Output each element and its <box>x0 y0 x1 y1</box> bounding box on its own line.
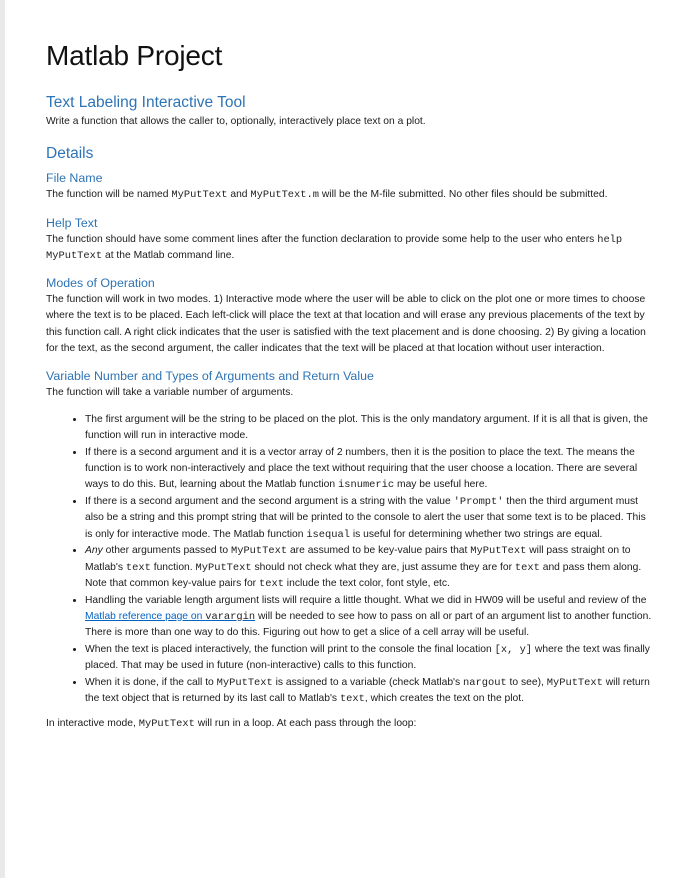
text-run: then the third argument must also be a string and this prompt string that will be printed to the console to alert the user that some text is to be placed. This is only for interactive mode. The Matlab function <box>85 495 646 540</box>
bullet-list <box>46 412 652 708</box>
text-run: will be the M-file submitted. No other files should be submitted. <box>318 189 608 201</box>
inline-code: isnumeric <box>338 479 395 492</box>
text-run: where the text was finally placed. That may be used in future (non-interactive) calls to this function. <box>85 643 650 672</box>
section-heading: Text Labeling Interactive Tool <box>46 94 246 111</box>
text-run: The function will work in two modes. 1) Interactive mode where the user will be able to click on the plot one or more times to choose where the text is to be placed. Each left-click will place the text at that location and will erase any previous placements of the text by this function call. A right click indicates that the user is satisfied with the text placement and is done choosing. 2) By giving a location for the text, as the second argument, the caller indicates that the text will be placed at that location without user interaction. <box>46 294 646 355</box>
text-run: The function will be named <box>46 189 172 201</box>
text-run: The function will take a variable number of arguments. <box>46 387 294 399</box>
paragraph <box>46 232 652 265</box>
text-run: will pass straight on to Matlab's <box>85 545 631 573</box>
text-run: and pass them along. Note that common key-value pairs for <box>85 561 642 589</box>
inline-code: MyPutText <box>171 189 228 202</box>
bullet-item <box>85 494 652 543</box>
paragraph <box>46 114 652 130</box>
inline-code: MyPutText <box>216 676 273 689</box>
inline-code: MyPutText <box>138 718 195 731</box>
text-run: may be useful here. <box>394 479 488 491</box>
text-run: at the Matlab command line. <box>102 249 235 261</box>
inline-code: MyPutText <box>195 561 252 574</box>
document-page <box>46 38 652 733</box>
subsection-heading: Help Text <box>46 215 98 230</box>
inline-code: text <box>514 561 540 574</box>
inline-code: text <box>258 577 284 590</box>
inline-code: nargout <box>463 676 507 689</box>
inline-code: 'Prompt' <box>453 495 504 508</box>
text-run: If there is a second argument and it is a vector array of 2 numbers, then it is the position to place the text. The means the function is to work non-interactively and place the text without requiring that the user choose a location. There are several ways to do this. But, learning about the Matlab function <box>85 446 638 491</box>
paragraph <box>46 292 652 357</box>
bullet-item <box>85 675 652 708</box>
text-run: In interactive mode, <box>46 718 139 730</box>
text-run: function. <box>150 561 196 573</box>
paragraph <box>46 385 652 401</box>
text-run: is useful for determining whether two strings are equal. <box>349 528 603 540</box>
inline-code: MyPutText.m <box>250 189 319 202</box>
text-run: are assumed to be key-value pairs that <box>287 545 471 557</box>
bullet-item <box>85 642 652 675</box>
inline-code: text <box>339 693 365 706</box>
bullet-item <box>85 593 652 642</box>
subsection-heading: Variable Number and Types of Arguments and Return Value <box>46 369 374 384</box>
inline-code: MyPutText <box>546 676 603 689</box>
inline-code: varargin <box>205 610 256 623</box>
text-run: Matlab reference page on <box>85 610 206 622</box>
subsection-heading: File Name <box>46 171 103 186</box>
text-run: Handling the variable length argument lists will require a little thought. What we did in HW09 will be useful and review of the <box>85 594 647 606</box>
paragraph <box>46 187 652 203</box>
bullet-item <box>85 445 652 494</box>
inline-code: text <box>125 561 151 574</box>
document-body <box>46 92 652 733</box>
text-run: , which creates the text on the plot. <box>364 693 525 705</box>
bullet-item <box>85 543 652 592</box>
text-run: will run in a loop. At each pass through the loop: <box>194 718 417 730</box>
paragraph <box>46 716 652 732</box>
text-run: When it is done, if the call to <box>85 676 217 688</box>
text-run: The first argument will be the string to be placed on the plot. This is the only mandatory argument. If it is all that is given, the function will run in interactive mode. <box>85 413 648 441</box>
document-title: Matlab Project <box>46 40 223 71</box>
text-run: include the text color, font style, etc. <box>283 577 450 589</box>
emphasis-text: Any <box>85 545 103 557</box>
text-run: and <box>227 189 251 201</box>
text-run: The function should have some comment lines after the function declaration to provide some help to the user who enters <box>46 233 598 245</box>
text-run: When the text is placed interactively, the function will print to the console the final location <box>85 643 495 655</box>
page-edge <box>0 0 5 878</box>
varargin-reference-link[interactable] <box>85 611 255 622</box>
text-run: If there is a second argument and the second argument is a string with the value <box>85 495 454 507</box>
text-run: should not check what they are, just assume they are for <box>251 561 515 573</box>
text-run: will be needed to see how to pass on all or part of an argument list to another function. There is more than one way to do this. Figuring out how to get a slice of a cell array will be useful. <box>85 610 652 639</box>
inline-code: help MyPutText <box>46 233 623 262</box>
section-heading: Details <box>46 145 94 163</box>
text-run: to see), <box>506 676 547 688</box>
inline-code: isequal <box>306 528 350 541</box>
text-run: is assigned to a variable (check Matlab's <box>272 676 464 688</box>
text-run: Write a function that allows the caller to, optionally, interactively place text on a plot. <box>46 116 426 127</box>
bullet-item <box>85 412 652 445</box>
inline-code: MyPutText <box>230 545 288 558</box>
inline-code: MyPutText <box>470 545 527 558</box>
inline-code: [x, y] <box>494 643 533 656</box>
text-run: other arguments passed to <box>102 545 231 557</box>
subsection-heading: Modes of Operation <box>46 276 155 291</box>
text-run: will return the text object that is returned by its last call to Matlab's <box>85 676 650 705</box>
